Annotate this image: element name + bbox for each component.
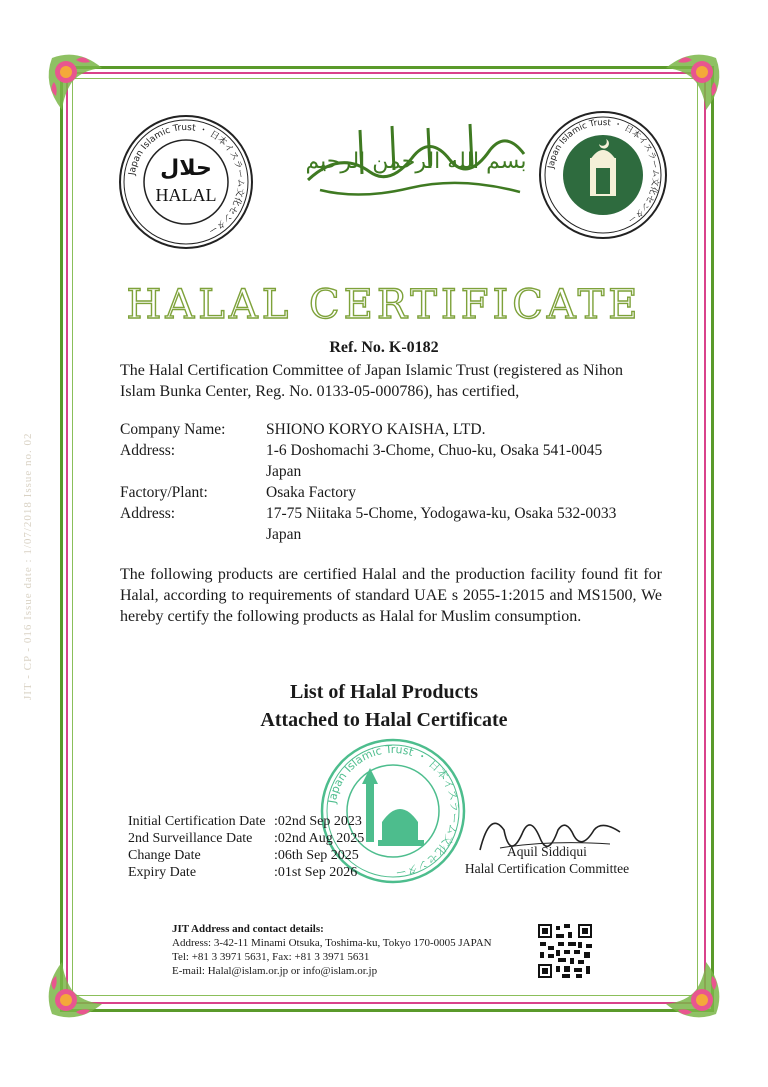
- certification-statement: The following products are certified Halal and the production facility found fit for Halal, according to requirements of standard UAE s 2055-1:2015 and MS1500, We hereby certify the following products as Halal for Muslim consumption.: [120, 566, 662, 625]
- field-label: Address:: [120, 442, 176, 459]
- date-row: [128, 813, 388, 830]
- svg-text:Japan Islamic Trust ・ 日本イスラーム文: Japan Islamic Trust ・ 日本イスラーム文化センター: [546, 117, 661, 225]
- halal-seal-icon: [117, 113, 255, 251]
- date-label: Expiry Date: [128, 865, 197, 880]
- svg-text:Japan Islamic Trust ・ 日本イスラーム文: Japan Islamic Trust ・ 日本イスラーム文化センター: [127, 122, 246, 236]
- contact-address: Address: 3-42-11 Minami Otsuka, Toshima-ku, Tokyo 170-0005 JAPAN: [172, 937, 492, 949]
- field-row: [120, 503, 680, 545]
- certificate-title: HALAL CERTIFICATE: [126, 282, 642, 328]
- date-row: [128, 847, 388, 864]
- address-line: 17-75 Niitaka 5-Chome, Yodogawa-ku, Osaka 532-0033: [266, 505, 617, 522]
- address-line: 1-6 Doshomachi 3-Chome, Chuo-ku, Osaka 541-0045: [266, 442, 603, 459]
- contact-email[interactable]: E-mail: Halal@islam.or.jp or info@islam.or.jp: [172, 965, 378, 977]
- field-label: Factory/Plant:: [120, 484, 208, 501]
- certification-dates: [128, 813, 388, 881]
- svg-text:Japan Islamic Trust ・ 日本イスラーム文: Japan Islamic Trust ・ 日本イスラーム文化センター: [325, 742, 462, 880]
- signer-block: [452, 843, 642, 877]
- company-details: [120, 419, 680, 545]
- date-value: :06th Sep 2025: [274, 848, 359, 863]
- field-row: [120, 482, 680, 503]
- signer-role: Halal Certification Committee: [464, 861, 630, 876]
- field-value: SHIONO KORYO KAISHA, LTD.: [266, 421, 486, 438]
- reference-number: Ref. No. K-0182: [329, 339, 439, 356]
- contact-heading: JIT Address and contact details:: [172, 923, 324, 935]
- document-control-text: JIT - CP - 016 Issue date : 1/07/2018 Issue no. 02: [22, 432, 34, 700]
- field-value: Osaka Factory: [266, 484, 356, 501]
- date-row: [128, 830, 388, 847]
- field-row: [120, 440, 680, 482]
- qr-code-icon[interactable]: [538, 924, 592, 978]
- product-list-heading: [0, 678, 768, 734]
- corner-flourish-icon: [42, 48, 114, 120]
- address-country: Japan: [266, 463, 302, 480]
- field-value: [266, 440, 680, 482]
- date-label: Initial Certification Date: [128, 814, 266, 829]
- field-row: [120, 419, 680, 440]
- contact-phone: Tel: +81 3 3971 5631, Fax: +81 3 3971 5631: [172, 951, 370, 963]
- date-label: Change Date: [128, 848, 201, 863]
- corner-flourish-icon: [654, 952, 726, 1024]
- svg-text:بسم الله الرحمن الرحيم: بسم الله الرحمن الرحيم: [305, 149, 527, 174]
- contact-details: [172, 922, 532, 978]
- field-value: [266, 503, 680, 545]
- date-value: :02nd Sep 2023: [274, 814, 362, 829]
- date-value: :02nd Aug 2025: [274, 831, 365, 846]
- field-label: Address:: [120, 505, 176, 522]
- field-label: Company Name:: [120, 421, 226, 438]
- date-row: [128, 864, 388, 881]
- date-value: :01st Sep 2026: [274, 865, 358, 880]
- address-country: Japan: [266, 526, 302, 543]
- halal-arabic-text: حلال: [160, 156, 212, 181]
- basmala-calligraphy-icon: [300, 110, 532, 210]
- jit-mosque-seal-icon: [538, 110, 668, 240]
- halal-seal-word: HALAL: [155, 185, 217, 205]
- corner-flourish-icon: [42, 952, 114, 1024]
- heading-line: List of Halal Products: [290, 681, 478, 703]
- date-label: 2nd Surveillance Date: [128, 831, 253, 846]
- signer-name: Aquil Siddiqui: [507, 844, 587, 859]
- heading-line: Attached to Halal Certificate: [260, 709, 508, 731]
- intro-paragraph: The Halal Certification Committee of Japan Islamic Trust (registered as Nihon Islam Bunka Center, Reg. No. 0133-05-000786), has certified,: [120, 362, 623, 400]
